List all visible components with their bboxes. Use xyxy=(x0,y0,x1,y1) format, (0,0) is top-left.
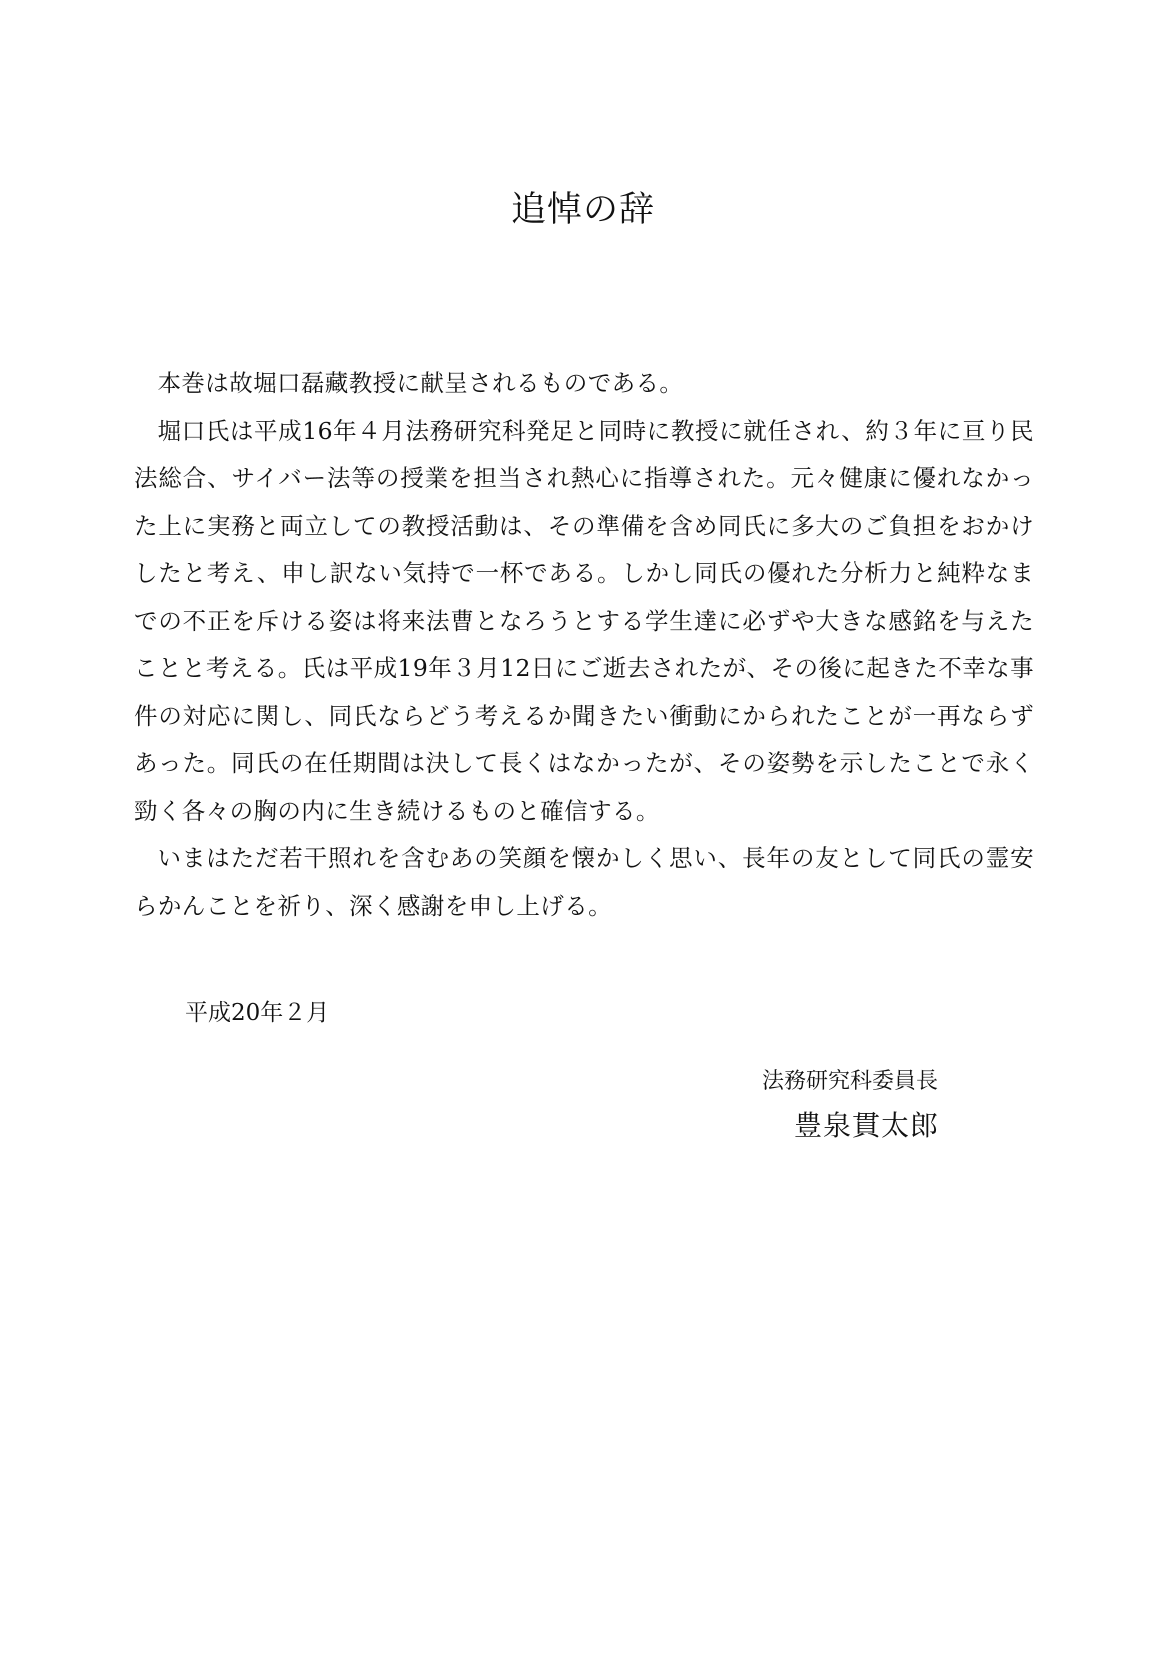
document-title: 追悼の辞 xyxy=(510,190,655,230)
signature-name: 豊泉貫太郎 xyxy=(794,1109,940,1142)
document-body xyxy=(134,360,1034,930)
signature-role: 法務研究科委員長 xyxy=(762,1069,939,1094)
paragraph-tribute: 堀口氏は平成16年４月法務研究科発足と同時に教授に就任され、約３年に亘り民法総合、サイバー法等の授業を担当され熱心に指導された。元々健康に優れなかった上に実務と両立しての教授活動は、その準備を含め同氏に多大のご負担をおかけしたと考え、申し訳ない気持で一杯である。しかし同氏の優れた分析力と純粋なまでの不正を斥ける姿は将来法曹となろうとする学生達に必ずや大きな感銘を与えたことと考える。氏は平成19年３月12日にご逝去されたが、その後に起きた不幸な事件の対応に関し、同氏ならどう考えるか聞きたい衝動にかられたことが一再ならずあった。同氏の在任期間は決して長くはなかったが、その姿勢を示したことで永く勁く各々の胸の内に生き続けるものと確信する。 xyxy=(134,416,1034,825)
document-date: 平成20年２月 xyxy=(185,1000,330,1026)
paragraph-closing: いまはただ若干照れを含むあの笑顔を懐かしく思い、長年の友として同氏の霊安らかんことを祈り、深く感謝を申し上げる。 xyxy=(134,844,1034,920)
paragraph-dedication: 本巻は故堀口磊藏教授に献呈されるものである。 xyxy=(157,369,684,397)
